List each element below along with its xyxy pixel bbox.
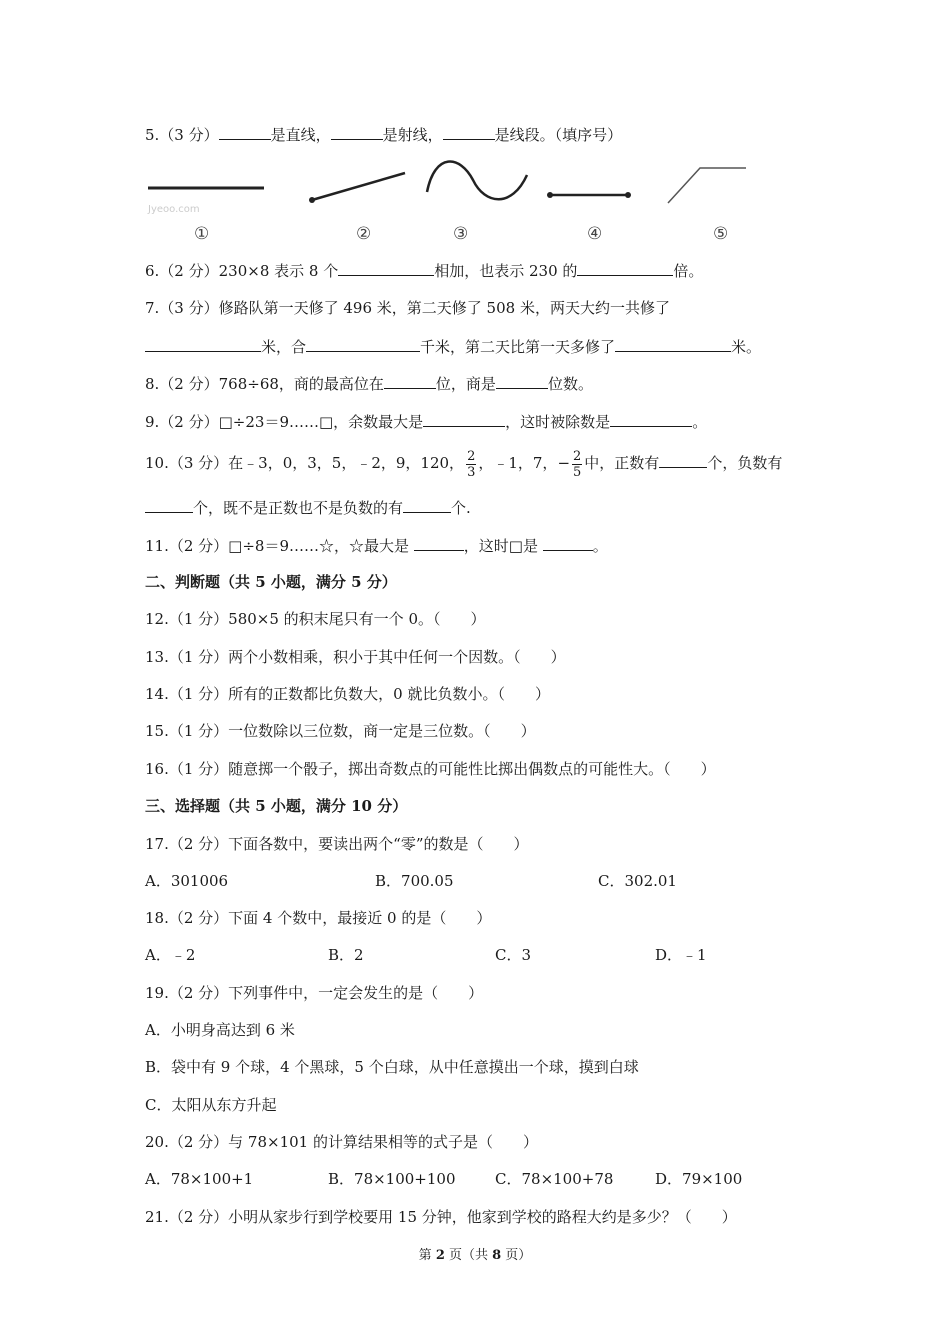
answer-blank[interactable] xyxy=(338,260,434,276)
option-c[interactable]: C．太阳从东方升起 xyxy=(145,1096,277,1114)
question-11-head: 11.（2 分）□÷8＝9……☆，☆最大是 xyxy=(145,537,414,555)
option-d[interactable]: D．﹣1 xyxy=(655,946,707,964)
figure-label-3: ③ xyxy=(453,224,469,244)
question-9 xyxy=(145,411,707,432)
option-c[interactable]: C．302.01 xyxy=(598,872,677,890)
answer-blank[interactable] xyxy=(543,535,593,551)
option-b[interactable]: B．袋中有 9 个球，4 个黑球，5 个白球，从中任意摸出一个球，摸到白球 xyxy=(145,1058,639,1076)
question-6-text: 倍。 xyxy=(673,262,704,280)
answer-blank[interactable] xyxy=(403,497,451,513)
answer-blank[interactable] xyxy=(145,497,193,513)
question-11 xyxy=(145,535,608,556)
question-10-text: 中，正数有 xyxy=(584,454,660,472)
broken-line-shape xyxy=(668,168,746,203)
ray-shape xyxy=(312,173,405,200)
ray-endpoint xyxy=(309,197,315,203)
segment-endpoint-right xyxy=(625,192,631,198)
question-21: 21.（2 分）小明从家步行到学校要用 15 分钟，他家到学校的路程大约是多少？（ ） xyxy=(145,1208,737,1226)
figure-label-1: ① xyxy=(194,224,210,244)
curve-shape xyxy=(427,162,527,200)
section-heading-judgement: 二、判断题（共 5 小题，满分 5 分） xyxy=(145,573,397,591)
question-10-continued xyxy=(145,497,471,518)
question-5-head: 5.（3 分） xyxy=(145,126,219,144)
question-18: 18.（2 分）下面 4 个数中，最接近 0 的是（ ） xyxy=(145,909,492,927)
fraction-denominator: 5 xyxy=(573,464,582,480)
option-a[interactable]: A．﹣2 xyxy=(145,946,196,964)
question-6-head: 6.（2 分）230×8 表示 8 个 xyxy=(145,262,339,280)
page-footer xyxy=(0,1244,950,1263)
footer-text: 页（共 xyxy=(444,1248,493,1263)
answer-blank[interactable] xyxy=(384,373,436,389)
option-b[interactable]: B．78×100+100 xyxy=(328,1170,456,1188)
option-d[interactable]: D．79×100 xyxy=(655,1170,743,1188)
question-11-text: ，这时□是 xyxy=(463,537,543,555)
question-5-text: 是线段。（填序号） xyxy=(494,126,623,144)
question-9-text: ，这时被除数是 xyxy=(505,413,611,431)
fraction-numerator: 2 xyxy=(467,448,476,464)
page-number: 2 xyxy=(435,1248,445,1263)
question-16: 16.（1 分）随意掷一个骰子，掷出奇数点的可能性比掷出偶数点的可能性大。（ ） xyxy=(145,760,716,778)
footer-text: 页） xyxy=(501,1248,532,1263)
question-5-text: 是射线， xyxy=(382,126,443,144)
answer-blank[interactable] xyxy=(423,411,505,427)
option-a[interactable]: A．301006 xyxy=(145,872,229,890)
option-c[interactable]: C．78×100+78 xyxy=(495,1170,614,1188)
segment-endpoint-left xyxy=(547,192,553,198)
answer-blank[interactable] xyxy=(615,336,731,352)
total-pages: 8 xyxy=(492,1248,502,1263)
question-7-text: 米。 xyxy=(731,338,762,356)
question-10-text: 个，负数有 xyxy=(707,454,783,472)
question-8-text: 位，商是 xyxy=(435,375,496,393)
option-b[interactable]: B．700.05 xyxy=(375,872,454,890)
answer-blank[interactable] xyxy=(610,411,692,427)
fraction-denominator: 3 xyxy=(467,464,476,480)
question-7-continued xyxy=(145,336,761,357)
line-types-figure xyxy=(140,160,760,250)
answer-blank[interactable] xyxy=(145,336,261,352)
question-10-text: 个，既不是正数也不是负数的有 xyxy=(193,499,404,517)
option-c[interactable]: C．3 xyxy=(495,946,532,964)
answer-blank[interactable] xyxy=(219,124,271,140)
answer-blank[interactable] xyxy=(659,452,707,468)
question-7-text: 米，合 xyxy=(261,338,307,356)
answer-blank[interactable] xyxy=(331,124,383,140)
question-13: 13.（1 分）两个小数相乘，积小于其中任何一个因数。（ ） xyxy=(145,648,566,666)
answer-blank[interactable] xyxy=(577,260,673,276)
minus-sign: − xyxy=(557,454,571,472)
question-15: 15.（1 分）一位数除以三位数，商一定是三位数。（ ） xyxy=(145,722,536,740)
question-10-text: ，﹣1，7， xyxy=(478,454,558,472)
question-7: 7.（3 分）修路队第一天修了 496 米，第二天修了 508 米，两天大约一共修了 xyxy=(145,299,670,317)
question-9-head: 9.（2 分）□÷23＝9……□，余数最大是 xyxy=(145,413,424,431)
figure-label-2: ② xyxy=(356,224,372,244)
question-19: 19.（2 分）下列事件中，一定会发生的是（ ） xyxy=(145,984,484,1002)
question-9-text: 。 xyxy=(692,413,708,431)
question-20: 20.（2 分）与 78×101 的计算结果相等的式子是（ ） xyxy=(145,1133,538,1151)
figure-label-4: ④ xyxy=(587,224,603,244)
fraction-numerator: 2 xyxy=(573,448,582,464)
option-a[interactable]: A．78×100+1 xyxy=(145,1170,254,1188)
question-17: 17.（2 分）下面各数中，要读出两个“零”的数是（ ） xyxy=(145,835,529,853)
question-14: 14.（1 分）所有的正数都比负数大，0 就比负数小。（ ） xyxy=(145,685,550,703)
question-8 xyxy=(145,373,593,394)
answer-blank[interactable] xyxy=(443,124,495,140)
question-5-text: 是直线， xyxy=(270,126,331,144)
question-10-text: 个. xyxy=(451,499,471,517)
question-6-text: 相加，也表示 230 的 xyxy=(434,262,578,280)
question-5 xyxy=(145,124,622,145)
question-10 xyxy=(145,446,782,480)
section-heading-choice: 三、选择题（共 5 小题，满分 10 分） xyxy=(145,797,408,815)
fraction-two-fifths xyxy=(572,449,582,480)
question-11-text: 。 xyxy=(592,537,608,555)
question-6 xyxy=(145,260,703,281)
footer-text: 第 xyxy=(418,1248,436,1263)
question-8-text: 位数。 xyxy=(547,375,593,393)
question-8-head: 8.（2 分）768÷68，商的最高位在 xyxy=(145,375,384,393)
fraction-two-thirds xyxy=(466,449,476,480)
watermark: Jyeoo.com xyxy=(148,204,200,215)
question-12: 12.（1 分）580×5 的积末尾只有一个 0。（ ） xyxy=(145,610,486,628)
answer-blank[interactable] xyxy=(306,336,420,352)
question-7-text: 千米，第二天比第一天多修了 xyxy=(420,338,616,356)
figure-label-5: ⑤ xyxy=(713,224,729,244)
question-10-head: 10.（3 分）在﹣3，0，3，5，﹣2，9，120， xyxy=(145,454,465,472)
option-a[interactable]: A．小明身高达到 6 米 xyxy=(145,1021,295,1039)
option-b[interactable]: B．2 xyxy=(328,946,364,964)
answer-blank[interactable] xyxy=(414,535,464,551)
answer-blank[interactable] xyxy=(496,373,548,389)
